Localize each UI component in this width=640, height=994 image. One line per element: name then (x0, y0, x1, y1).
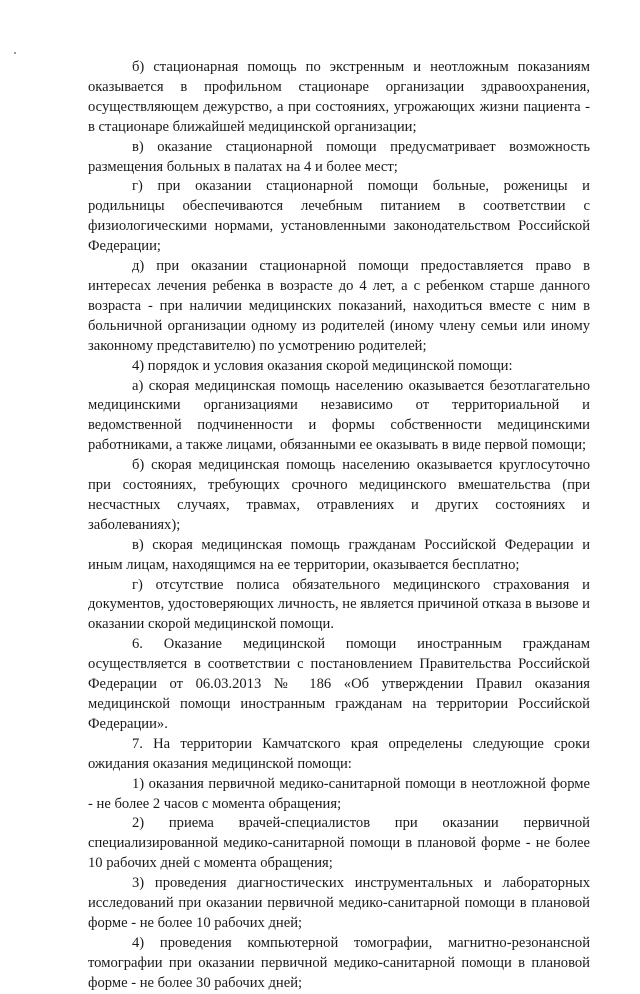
paragraph-v-ward-capacity: в) оказание стационарной помощи предусматривает возможность размещения больных в палатах на 4 и более мест; (88, 138, 590, 175)
paragraph-v-ambulance-free: в) скорая медицинская помощь гражданам Российской Федерации и иным лицам, находящимся на ее территории, оказывается бесплатно; (88, 536, 590, 573)
paragraph-d-parent-stay: д) при оказании стационарной помощи предоставляется право в интересах лечения ребенка в возрасте до 4 лет, а с ребенком старше данного возраста - при наличии медицинских показаний, находиться вместе с ним в больничной организации одному из родителей (иному члену семьи или иному законному представителю) по усмотрению родителей; (88, 258, 590, 354)
paragraph-6-foreigners: 6. Оказание медицинской помощи иностранным гражданам осуществляется в соответствии с постановлением Правительства Российской Федерации от 06.03.2013 № 186 «Об утверждении Правил оказания медицинской помощи иностранным гражданам на территории Российской Федерации». (88, 636, 590, 732)
paragraph-3-diagnostics: 3) проведения диагностических инструментальных и лабораторных исследований при оказании первичной медико-санитарной помощи в плановой форме - не более 10 рабочих дней; (88, 875, 590, 931)
paragraph-g-nutrition: г) при оказании стационарной помощи больные, роженицы и родильницы обеспечиваются лечебным питанием в соответствии с физиологическими нормами, установленными законодательством Российской Федерации; (88, 178, 590, 255)
paragraph-4-ct-mri: 4) проведения компьютерной томографии, магнитно-резонансной томографии при оказании первичной медико-санитарной помощи в плановой форме - не более 30 рабочих дней; (88, 934, 590, 991)
paragraph-b-ambulance-24h: б) скорая медицинская помощь населению оказывается круглосуточно при состояниях, требующих срочного медицинского вмешательства (при несчастных случаях, травмах, отравлениях и других состояниях и заболеваниях); (88, 457, 590, 533)
scan-speck (14, 52, 16, 54)
paragraph-4-ambulance-heading: 4) порядок и условия оказания скорой медицинской помощи: (132, 357, 513, 374)
paragraph-a-ambulance-immediate: а) скорая медицинская помощь населению оказывается безотлагательно медицинскими организациями независимо от территориальной и ведомственной подчиненности и формы собственности медицинскими работниками, а также лицами, обязанными ее оказывать в виде первой помощи; (88, 377, 590, 454)
paragraph-1-urgent-care: 1) оказания первичной медико-санитарной помощи в неотложной форме - не более 2 часов с момента обращения; (88, 775, 590, 812)
paragraph-7-waiting-times: 7. На территории Камчатского края определены следующие сроки ожидания оказания медицинской помощи: (88, 735, 590, 772)
paragraph-b-inpatient-emergency: б) стационарная помощь по экстренным и неотложным показаниям оказывается в профильном стационаре организации здравоохранения, осуществляющем дежурство, а при состояниях, угрожающих жизни пациента - в стационаре ближайшей медицинской организации; (88, 59, 590, 135)
paragraph-2-specialists: 2) приема врачей-специалистов при оказании первичной специализированной медико-санитарной помощи в плановой форме - не более 10 рабочих дней с момента обращения; (88, 815, 590, 872)
paragraph-g-no-policy: г) отсутствие полиса обязательного медицинского страхования и документов, удостоверяющих личность, не является причиной отказа в вызове и оказании скорой медицинской помощи. (88, 576, 590, 633)
